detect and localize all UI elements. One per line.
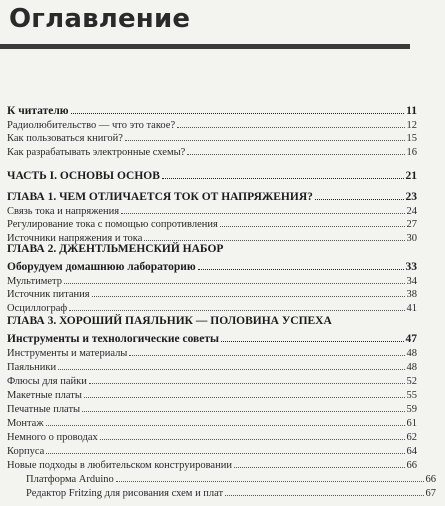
toc-entry-label: К читателю [7, 105, 69, 117]
toc-entry-label: Связь тока и напряжения [7, 206, 120, 217]
toc-entry[interactable] [0, 429, 426, 443]
dot-leader [58, 369, 404, 370]
toc-page-number: 52 [406, 376, 417, 387]
toc-entry-label: ГЛАВА 1. ЧЕМ ОТЛИЧАЕТСЯ ТОК ОТ НАПРЯЖЕНИЯ? [7, 191, 313, 203]
toc-entry[interactable] [0, 230, 426, 244]
toc-entry-label: Инструменты и технологические советы [7, 333, 219, 345]
toc-entry-label: Инструменты и материалы [7, 348, 128, 359]
chapter-2-heading: ГЛАВА 2. ДЖЕНТЛЬМЕНСКИЙ НАБОР [7, 243, 224, 255]
toc-entry-label: Осциллограф [7, 303, 68, 314]
dot-leader [177, 127, 404, 128]
toc-page-number: 16 [406, 147, 417, 158]
toc-entry-chapter-2-section[interactable] [0, 259, 426, 273]
dot-leader [234, 467, 405, 468]
toc-entry[interactable] [0, 273, 426, 287]
toc-page-number: 47 [405, 333, 417, 345]
toc-page-number: 61 [406, 418, 417, 429]
toc-entry[interactable] [0, 373, 426, 387]
toc-entry-label: Монтаж [7, 418, 44, 429]
toc-entry-label: Источники напряжения и тока [7, 233, 143, 244]
toc-page-number: 21 [405, 170, 417, 182]
dot-leader [69, 310, 404, 311]
toc-entry[interactable] [0, 117, 426, 131]
dot-leader [121, 213, 404, 214]
toc-entry[interactable] [0, 300, 426, 314]
toc-entry-label: Как пользоваться книгой? [7, 133, 123, 144]
toc-entry-label: Флюсы для пайки [7, 376, 87, 387]
toc-entry-chapter-3-section[interactable] [0, 331, 426, 345]
toc-page-number: 12 [406, 120, 417, 131]
toc-entry[interactable] [0, 443, 426, 457]
toc-subentry[interactable] [0, 485, 445, 499]
dot-leader [315, 199, 404, 200]
toc-entry-label: Источник питания [7, 289, 90, 300]
toc-entry-label: Новые подходы в любительском конструировании [7, 460, 232, 471]
dot-leader [116, 481, 424, 482]
toc-page-number: 27 [406, 219, 417, 230]
toc-entry[interactable] [0, 457, 426, 471]
toc-page-number: 15 [406, 133, 417, 144]
dot-leader [100, 439, 405, 440]
toc-entry-label: Редактор Fritzing для рисования схем и плат [26, 488, 224, 499]
dot-leader [144, 240, 404, 241]
toc-entry[interactable] [0, 387, 426, 401]
dot-leader [221, 341, 404, 342]
toc-entry-label: Макетные платы [7, 390, 82, 401]
toc-entry[interactable] [0, 130, 426, 144]
toc-entry[interactable] [0, 286, 426, 300]
toc-entry-reader[interactable] [0, 103, 426, 117]
dot-leader [64, 283, 405, 284]
toc-page-number: 59 [406, 404, 417, 415]
toc-entry[interactable] [0, 415, 426, 429]
toc-entry-label: Корпуса [7, 446, 45, 457]
toc-page-number: 11 [406, 105, 417, 117]
toc-page-number: 48 [406, 362, 417, 373]
chapter-3-heading: ГЛАВА 3. ХОРОШИЙ ПАЯЛЬНИК — ПОЛОВИНА УСПЕХА [7, 315, 332, 327]
dot-leader [125, 140, 405, 141]
dot-leader [187, 154, 404, 155]
toc-page-number: 62 [406, 432, 417, 443]
toc-entry-label: Регулирование тока с помощью сопротивления [7, 219, 218, 230]
toc-page-number: 24 [406, 206, 417, 217]
toc-page-number: 55 [406, 390, 417, 401]
toc-page-number: 38 [406, 289, 417, 300]
toc-page-number: 23 [405, 191, 417, 203]
toc-entry-label: Паяльники [7, 362, 57, 373]
dot-leader [162, 178, 404, 179]
dot-leader [225, 495, 423, 496]
toc-entry-label: Как разрабатывать электронные схемы? [7, 147, 186, 158]
toc-entry-label: Печатные платы [7, 404, 81, 415]
toc-page-number: 33 [405, 261, 417, 273]
dot-leader [46, 453, 404, 454]
dot-leader [89, 383, 405, 384]
toc-entry[interactable] [0, 359, 426, 373]
toc-entry-part-1[interactable] [0, 168, 426, 182]
toc-entry-label: Платформа Arduino [26, 474, 114, 485]
toc-entry[interactable] [0, 345, 426, 359]
toc-page-number: 66 [406, 460, 417, 471]
toc-page-number: 64 [406, 446, 417, 457]
dot-leader [84, 397, 405, 398]
toc-entry-label: ЧАСТЬ I. ОСНОВЫ ОСНОВ [7, 170, 160, 182]
toc-page-number: 48 [406, 348, 417, 359]
toc-entry[interactable] [0, 216, 426, 230]
toc-entry-label: Мультиметр [7, 276, 62, 287]
toc-page-number: 30 [406, 233, 417, 244]
toc-page-number: 34 [406, 276, 417, 287]
dot-leader [82, 411, 404, 412]
toc-page-number: 67 [425, 488, 436, 499]
toc-entry[interactable] [0, 401, 426, 415]
toc-entry-label: Немного о проводах [7, 432, 98, 443]
dot-leader [71, 113, 405, 114]
dot-leader [198, 269, 404, 270]
toc-entry[interactable] [0, 144, 426, 158]
toc-page-number: 66 [425, 474, 436, 485]
toc-entry-chapter-1[interactable] [0, 189, 426, 203]
dot-leader [220, 226, 405, 227]
toc-subentry[interactable] [0, 471, 445, 485]
dot-leader [92, 296, 405, 297]
toc-entry-label: Оборудуем домашнюю лабораторию [7, 261, 196, 273]
toc-page-number: 41 [406, 303, 417, 314]
dot-leader [129, 355, 404, 356]
toc-entry[interactable] [0, 203, 426, 217]
page-title: Оглавление [9, 4, 191, 34]
toc-entry-label: Радиолюбительство — что это такое? [7, 120, 176, 131]
dot-leader [46, 425, 405, 426]
